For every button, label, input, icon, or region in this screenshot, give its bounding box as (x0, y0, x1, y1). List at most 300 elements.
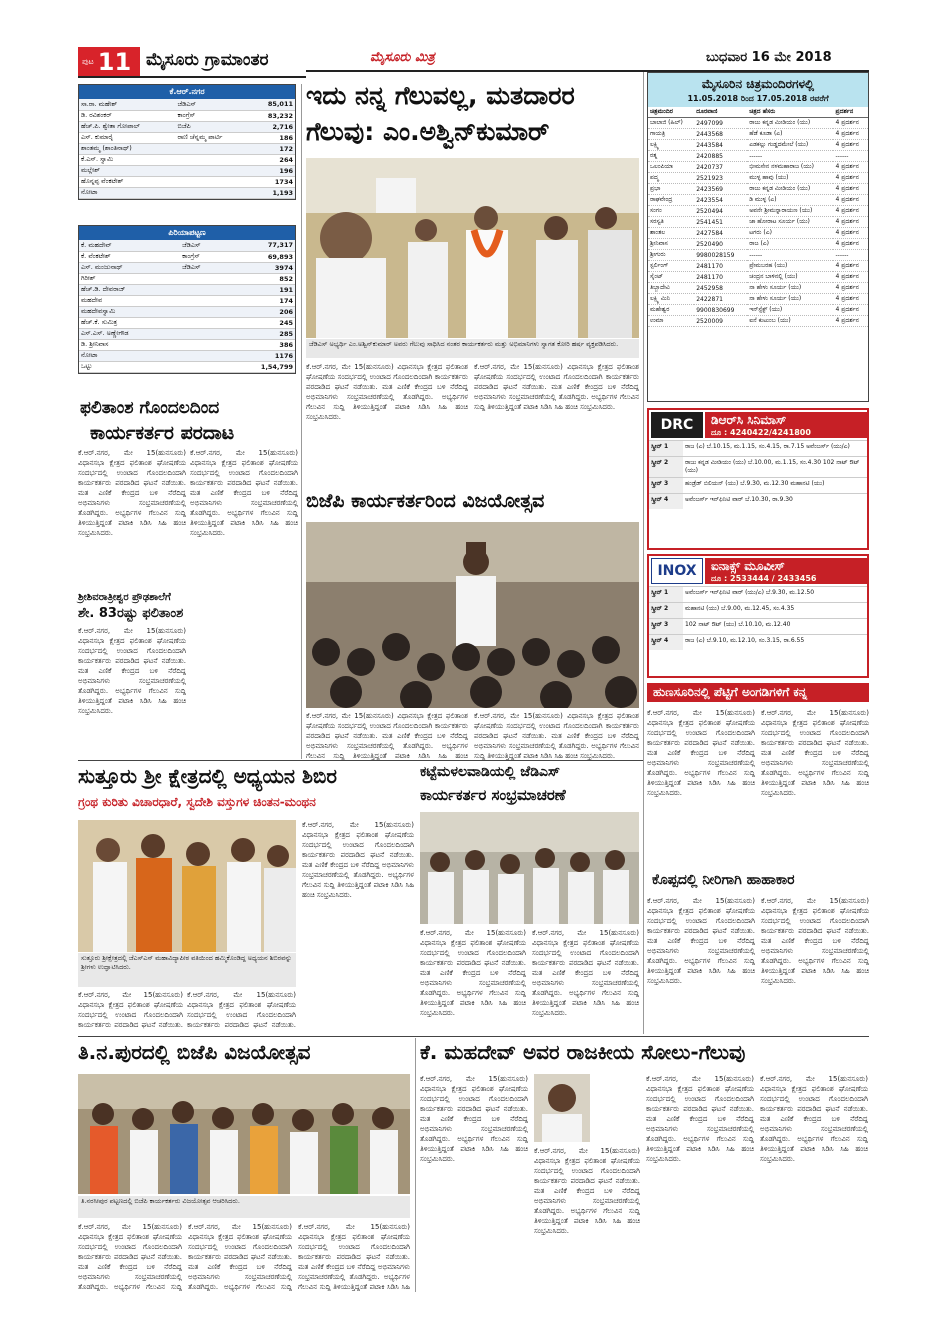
screen-label: ಸ್ಕ್ರೀನ್ 3 (649, 619, 683, 634)
table-cell: 1,193 (250, 187, 295, 198)
table-cell: 4 ಪ್ರದರ್ಶನ (833, 261, 868, 272)
row-divider (78, 1036, 869, 1037)
table-cell: 9900830699 (694, 305, 747, 316)
table-cell: ಗಿರೀಶ್ (79, 273, 180, 284)
article-text: ಕೆ.ಆರ್.ನಗರ, ಮೇ 15(ಹುನಸೂರು) ವಿಧಾನಸಭಾ ಕ್ಷೇತ್ರದ ಫಲಿತಾಂಶ ಘೋಷಣೆಯ ಸಂದರ್ಭದಲ್ಲಿ ಉಂಟಾದ ಗೊಂದಲದಿಂದಾಗಿ ಕಾರ್ಯಕರ್ತರು ಪರದಾಡಿದ ಘಟನೆ ನಡೆಯಿತು. ಮತ ಎಣಿಕೆ ಕೇಂದ್ರದ ಬಳಿ ನೆರೆದಿದ್ದ ಅಭಿಮಾನಿಗಳು ಸಂಭ್ರಮಾಚರಣೆಯಲ್ಲಿ ತೊಡಗಿದ್ದರು. ಅಭ್ಯರ್ಥಿಗಳ ಗೆಲುವಿನ ಸುದ್ದಿ ತಿಳಿಯುತ್ತಿದ್ದಂತೆ ಪಟಾಕಿ ಸಿಡಿಸಿ ಸಿಹಿ ಹಂಚಿ ಸಂಭ್ರಮಿಸಿದರು. (306, 363, 468, 421)
showtime-text: 102 ನಾಟ್ ಔಟ್ (ಯು) ಬೆ.10.10, ಮ.12.40 (685, 621, 791, 628)
drc-phone: ದೂ : 4240422/4241800 (711, 427, 811, 437)
table-cell: ಡಿ ಮುಳ್ಳ (ಎ) (747, 195, 833, 206)
table-cell: 852 (224, 273, 295, 284)
lead-headline: ಇದು ನನ್ನ ಗೆಲುವಲ್ಲ, ಮತದಾರರ (306, 81, 575, 110)
table-cell: ಕೆ. ಮಹದೇವ್ (79, 240, 180, 251)
table-cell: 4 ಪ್ರದರ್ಶನ (833, 118, 868, 129)
showtime-row (649, 586, 867, 602)
table-cell: ಹೆಡೆ ಕೂಡಾ (ಎ) (747, 129, 833, 140)
table-cell (176, 143, 251, 154)
table-cell: ರತ್ನ (648, 151, 694, 162)
table-row (79, 273, 295, 284)
cinema-listing-box (647, 72, 869, 402)
katte-text-col (532, 928, 639, 1032)
tn-pura-image (78, 1074, 410, 1194)
subhead-school: ಶ್ರೀಶಿವರಾತ್ರೀಶ್ವರ ಪ್ರೌಢಶಾಲೆಗೆ (78, 592, 171, 603)
table-cell (180, 328, 224, 339)
column-divider (415, 1038, 416, 1292)
table-cell: 206 (224, 306, 295, 317)
lead-headline-2: ಗೆಲುವು: ಎಂ.ಅಶ್ವಿನ್‌ಕುಮಾರ್ (306, 117, 550, 146)
table-cell (176, 165, 251, 176)
table-row (79, 240, 295, 251)
showtime-row (649, 634, 867, 650)
table-cell: ಜಾ ಹೋರಾಟ ಸೂರ್ಯ (ಯು) (747, 217, 833, 228)
table-cell: ಪ್ರೇಮಬರಹ (ಯು) (747, 261, 833, 272)
article-text: ಕೆ.ಆರ್.ನಗರ, ಮೇ 15(ಹುನಸೂರು) ವಿಧಾನಸಭಾ ಕ್ಷೇತ್ರದ ಫಲಿತಾಂಶ ಘೋಷಣೆಯ ಸಂದರ್ಭದಲ್ಲಿ ಉಂಟಾದ ಗೊಂದಲದಿಂದಾಗಿ ಕಾರ್ಯಕರ್ತರು ಪರದಾಡಿದ ಘಟನೆ ನಡೆಯಿತು. ಮತ ಎಣಿಕೆ ಕೇಂದ್ರದ ಬಳಿ ನೆರೆದಿದ್ದ ಅಭಿಮಾನಿಗಳು ಸಂಭ್ರಮಾಚರಣೆಯಲ್ಲಿ ತೊಡಗಿದ್ದರು. ಅಭ್ಯರ್ಥಿಗಳ ಗೆಲುವಿನ ಸುದ್ದಿ ತಿಳಿಯುತ್ತಿದ್ದಂತೆ ಪಟಾಕಿ ಸಿಡಿಸಿ ಸಿಹಿ ಹಂಚಿ (306, 712, 468, 760)
table-cell (180, 361, 224, 372)
article-text: ಕೆ.ಆರ್.ನಗರ, ಮೇ 15(ಹುನಸೂರು) ವಿಧಾನಸಭಾ ಕ್ಷೇತ್ರದ ಫಲಿತಾಂಶ ಘೋಷಣೆಯ ಸಂದರ್ಭದಲ್ಲಿ ಉಂಟಾದ ಗೊಂದಲದಿಂದಾಗಿ ಕಾರ್ಯಕರ್ತರು ಪರದಾಡಿದ ಘಟನೆ ನಡೆಯಿತು. ಮತ ಎಣಿಕೆ ಕೇಂದ್ರದ ಬಳಿ ನೆರೆದಿದ್ದ ಅಭಿಮಾನಿಗಳು ಸಂಭ್ರಮಾಚರಣೆಯಲ್ಲಿ ತೊಡಗಿದ್ದರು. ಅಭ್ಯರ್ಥಿಗಳ ಗೆಲುವಿನ ಸುದ್ದಿ ತಿಳಿಯುತ್ತಿದ್ದಂತೆ ಪಟಾಕಿ ಸಿಡಿಸಿ ಸಿಹಿ (298, 1223, 410, 1291)
showtime-row (649, 440, 867, 456)
lead-photo-image (306, 158, 639, 338)
table-cell (180, 317, 224, 328)
table-row (79, 143, 295, 154)
table-row (79, 121, 295, 132)
table-cell: ಹೆಚ್.ಪಿ. ಶ್ವೇತಾ ಗೋಪಾಲ್ (79, 121, 176, 132)
table-cell: ಸರಸ್ವತಿ (648, 217, 694, 228)
cinema-col-header: ಪ್ರದರ್ಶನ (833, 107, 868, 118)
katte-image (420, 812, 639, 924)
table-cell: 4 ಪ್ರದರ್ಶನ (833, 173, 868, 184)
table-cell: ರಾಣಿ ಚೆನ್ನಮ್ಮ ಪಾರ್ಟಿ (176, 132, 251, 143)
table-cell (180, 273, 224, 284)
table-cell: ಐನೆ ಕುಟುಂಬ (ಯು) (747, 316, 833, 327)
table-cell: 9980028159 (694, 250, 747, 261)
table-cell: 3974 (224, 262, 295, 273)
table-cell: ಮಹೇಶ್ವರ (648, 305, 694, 316)
showtime-row (649, 602, 867, 618)
cinema-title: ಮೈಸೂರಿನ ಚಿತ್ರಮಂದಿರಗಳಲ್ಲಿ (648, 73, 868, 94)
table-cell: 2520009 (694, 316, 747, 327)
table-row (79, 176, 295, 187)
article-text: ಕೆ.ಆರ್.ನಗರ, ಮೇ 15(ಹುನಸೂರು) ವಿಧಾನಸಭಾ ಕ್ಷೇತ್ರದ ಫಲಿತಾಂಶ ಘೋಷಣೆಯ ಸಂದರ್ಭದಲ್ಲಿ ಉಂಟಾದ ಗೊಂದಲದಿಂದಾಗಿ ಕಾರ್ಯಕರ್ತರು ಪರದಾಡಿದ ಘಟನೆ ನಡೆಯಿತು. ಮತ ಎಣಿಕೆ ಕೇಂದ್ರದ ಬಳಿ ನೆರೆದಿದ್ದ ಅಭಿಮಾನಿಗಳು ಸಂಭ್ರಮಾಚರಣೆಯಲ್ಲಿ ತೊಡಗಿದ್ದರು. ಅಭ್ಯರ್ಥಿಗಳ ಗೆಲುವಿನ ಸುದ್ದಿ ತಿಳಿಯುತ್ತಿದ್ದಂತೆ ಪಟಾಕಿ ಸಿಡಿಸಿ ಸಿಹಿ ಹಂಚಿ ಸಂಭ್ರಮಿಸಿದರು. (190, 449, 298, 537)
table-cell: ಇನ್‌ಸ್ಟೆಕ್ಟ್ (ಯು) (747, 305, 833, 316)
bjp-celebration-photo (306, 522, 639, 708)
table-title: ಪಿರಿಯಾಪಟ್ಟಣ (79, 226, 295, 240)
table-cell: 4 ಪ್ರದರ್ಶನ (833, 316, 868, 327)
suttur-text-col (187, 990, 296, 1032)
table-cell: ಸಂಗಂ (648, 206, 694, 217)
subhead-suttur: ಗ್ರಂಥ ಕುರಿತು ವಿಚಾರಧಾರೆ, ಸ್ವದೇಶಿ ವಸ್ತುಗಳ ಚಿಂತನ-ಮಂಥನ (78, 795, 316, 809)
showtime-text: ರಾಜ (ಎ) ಬೆ.9.10, ಮ.12.10, ಸಂ.3.15, ರಾ.6.55 (685, 637, 805, 644)
screen-label: ಸ್ಕ್ರೀನ್ 2 (649, 603, 683, 618)
table-cell: ಕೆ. ವೆಂಕಟೇಶ್ (79, 251, 180, 262)
mahadev-text-col (420, 1074, 528, 1292)
table-row (648, 184, 868, 195)
table-cell: 2443568 (694, 129, 747, 140)
article-text: ಕೆ.ಆರ್.ನಗರ, ಮೇ 15(ಹುನಸೂರು) ವಿಧಾನಸಭಾ ಕ್ಷೇತ್ರದ ಫಲಿತಾಂಶ ಘೋಷಣೆಯ ಸಂದರ್ಭದಲ್ಲಿ ಉಂಟಾದ ಗೊಂದಲದಿಂದಾಗಿ ಕಾರ್ಯಕರ್ತರು ಪರದಾಡಿದ ಘಟನೆ ನಡೆಯಿತು. (187, 991, 296, 1029)
table-cell: 2420737 (694, 162, 747, 173)
article-text: ಕೆ.ಆರ್.ನಗರ, ಮೇ 15(ಹುನಸೂರು) ವಿಧಾನಸಭಾ ಕ್ಷೇತ್ರದ ಫಲಿತಾಂಶ ಘೋಷಣೆಯ ಸಂದರ್ಭದಲ್ಲಿ ಉಂಟಾದ ಗೊಂದಲದಿಂದಾಗಿ ಕಾರ್ಯಕರ್ತರು ಪರದಾಡಿದ ಘಟನೆ ನಡೆಯಿತು. ಮತ ಎಣಿಕೆ ಕೇಂದ್ರದ ಬಳಿ ನೆರೆದಿದ್ದ ಅಭಿಮಾನಿಗಳು ಸಂಭ್ರಮಾಚರಣೆಯಲ್ಲಿ ತೊಡಗಿದ್ದರು. ಅಭ್ಯರ್ಥಿಗಳ ಗೆಲುವಿನ ಸುದ್ದಿ (78, 1223, 182, 1291)
table-cell: 2541451 (694, 217, 747, 228)
table-cell: ಮಲ್ಲೇಶ್ (79, 165, 176, 176)
table-row (648, 140, 868, 151)
table-cell: ಹೆಚ್.ಕೆ. ಸುಮಿತ್ರ (79, 317, 180, 328)
drc-name: ಡಿಆರ್‌ಸಿ ಸಿನಿಮಾಸ್ (711, 412, 787, 427)
table-cell: 83,232 (250, 110, 295, 121)
tn-pura-caption: ತಿ.ನರಸೀಪುರ ಪಟ್ಟಣದಲ್ಲಿ ಬಿಜೆಪಿ ಕಾರ್ಯಕರ್ತರು ವಿಜಯೋತ್ಸವ ಆಚರಿಸಿದರು. (78, 1196, 410, 1218)
hunsur-text-col (761, 708, 869, 868)
table-cell: ಲಕ್ಷ್ಮಿ (648, 140, 694, 151)
table-cell: 2443584 (694, 140, 747, 151)
table-cell: 186 (250, 132, 295, 143)
headline-bjp-celebration: ಬಿಜೆಪಿ ಕಾರ್ಯಕರ್ತರಿಂದ ವಿಜಯೋತ್ಸವ (306, 490, 545, 512)
showtime-row (649, 618, 867, 634)
article-text: ಕೆ.ಆರ್.ನಗರ, ಮೇ 15(ಹುನಸೂರು) ವಿಧಾನಸಭಾ ಕ್ಷೇತ್ರದ ಫಲಿತಾಂಶ ಘೋಷಣೆಯ ಸಂದರ್ಭದಲ್ಲಿ ಉಂಟಾದ ಗೊಂದಲದಿಂದಾಗಿ ಕಾರ್ಯಕರ್ತರು ಪರದಾಡಿದ ಘಟನೆ ನಡೆಯಿತು. ಮತ ಎಣಿಕೆ ಕೇಂದ್ರದ ಬಳಿ ನೆರೆದಿದ್ದ ಅಭಿಮಾನಿಗಳು ಸಂಭ್ರಮಾಚರಣೆಯಲ್ಲಿ ತೊಡಗಿದ್ದರು. ಅಭ್ಯರ್ಥಿಗಳ ಗೆಲುವಿನ ಸುದ್ದಿ ತಿಳಿಯುತ್ತಿದ್ದಂತೆ ಪಟಾಕಿ ಸಿಡಿಸಿ ಸಿಹಿ ಹಂಚಿ ಸಂಭ್ರಮಿಸಿದರು. (420, 1075, 528, 1163)
table-cell: ------ (747, 250, 833, 261)
headline-katte-jds-2: ಕಾರ್ಯಕರ್ತರ ಸಂಭ್ರಮಾಚರಣೆ (420, 786, 566, 804)
masthead-logo: ಮೈಸೂರು ಮಿತ್ರ (370, 50, 435, 65)
inox-name: ಐನಾಕ್ಸ್ ಮೂವೀಸ್ (711, 558, 785, 573)
table-cell: 4 ಪ್ರದರ್ಶನ (833, 217, 868, 228)
issue-date: ಬುಧವಾರ 16 ಮೇ 2018 (706, 50, 832, 65)
table-row (648, 129, 868, 140)
table-cell: ನಾ ಹೇಳು ಸೂರ್ಯ (ಯು) (747, 283, 833, 294)
table-cell: 191 (224, 284, 295, 295)
table-row (648, 316, 868, 327)
table-cell: ನಾ ಹೇಳು ಸೂರ್ಯ (ಯು) (747, 294, 833, 305)
table-cell: 4 ಪ್ರದರ್ಶನ (833, 283, 868, 294)
table-cell: 2521923 (694, 173, 747, 184)
table-cell: 4 ಪ್ರದರ್ಶನ (833, 206, 868, 217)
table-cell (180, 284, 224, 295)
tn-text-col (298, 1222, 410, 1292)
table-cell: ------ (747, 151, 833, 162)
table-cell: ಕೆ.ಎಸ್. ಸ್ವಾಮಿ (79, 154, 176, 165)
katte-photo (420, 812, 639, 924)
table-cell: 4 ಪ್ರದರ್ಶನ (833, 162, 868, 173)
showtime-text: ಹಂಡ್ರೆಡ್ ಬಿಲಿಯನ್ (ಯು) ಬೆ.9.30, ಮ.12.30 ಮಹಾನಟಿ (ಯು) (685, 480, 825, 487)
table-cell: ಶಾಂತಲ (648, 228, 694, 239)
showtime-row (649, 456, 867, 477)
article-text: ಕೆ.ಆರ್.ನಗರ, ಮೇ 15(ಹುನಸೂರು) ವಿಧಾನಸಭಾ ಕ್ಷೇತ್ರದ ಫಲಿತಾಂಶ ಘೋಷಣೆಯ ಸಂದರ್ಭದಲ್ಲಿ ಉಂಟಾದ ಗೊಂದಲದಿಂದಾಗಿ ಕಾರ್ಯಕರ್ತರು ಪರದಾಡಿದ ಘಟನೆ ನಡೆಯಿತು. ಮತ ಎಣಿಕೆ ಕೇಂದ್ರದ ಬಳಿ ನೆರೆದಿದ್ದ ಅಭಿಮಾನಿಗಳು ಸಂಭ್ರಮಾಚರಣೆಯಲ್ಲಿ ತೊಡಗಿದ್ದರು. ಅಭ್ಯರ್ಥಿಗಳ ಗೆಲುವಿನ ಸುದ್ದಿ ತಿಳಿಯುತ್ತಿದ್ದಂತೆ ಪಟಾಕಿ ಸಿಡಿಸಿ ಸಿಹಿ ಹಂಚಿ ಸಂಭ್ರಮಿಸಿದರು. (647, 897, 755, 985)
showtime-text: ಅವೆಂಜರ್ಸ್ ಇನ್‌ಫಿನಿಟಿ ವಾರ್ (ಯು/ಎ) ಬೆ.9.30, ಮ.12.50 (685, 589, 815, 596)
article-text: ಕೆ.ಆರ್.ನಗರ, ಮೇ 15(ಹುನಸೂರು) ವಿಧಾನಸಭಾ ಕ್ಷೇತ್ರದ ಫಲಿತಾಂಶ ಘೋಷಣೆಯ ಸಂದರ್ಭದಲ್ಲಿ ಉಂಟಾದ ಗೊಂದಲದಿಂದಾಗಿ ಕಾರ್ಯಕರ್ತರು ಪರದಾಡಿದ ಘಟನೆ ನಡೆಯಿತು. ಮತ ಎಣಿಕೆ ಕೇಂದ್ರದ ಬಳಿ ನೆರೆದಿದ್ದ ಅಭಿಮಾನಿಗಳು ಸಂಭ್ರಮಾಚರಣೆಯಲ್ಲಿ ತೊಡಗಿದ್ದರು. ಅಭ್ಯರ್ಥಿಗಳ ಗೆಲುವಿನ ಸುದ್ದಿ ತಿಳಿಯುತ್ತಿದ್ದಂತೆ ಪಟಾಕಿ ಸಿಡಿಸಿ ಸಿಹಿ ಹಂಚಿ ಸಂಭ್ರಮಿಸಿದರು. (647, 709, 755, 797)
table-cell: 4 ಪ್ರದರ್ಶನ (833, 140, 868, 151)
table-cell: 196 (250, 165, 295, 176)
table-row (648, 151, 868, 162)
katte-text-col (420, 928, 526, 1032)
table-cell: ಎಸ್. ಕುಮಾರೈ (79, 132, 176, 143)
table-cell: 85,011 (250, 99, 295, 110)
screen-label: ಸ್ಕ್ರೀನ್ 1 (649, 441, 683, 456)
table-row (79, 154, 295, 165)
showtime-row (649, 477, 867, 493)
table-cell: ಶಾಂತಮ್ಮ (ಶಾಂತಿನಾಥ್) (79, 143, 176, 154)
mahadev-portrait (534, 1074, 590, 1142)
table-cell: ನೋಟಾ (79, 350, 180, 361)
table-cell: 2,716 (250, 121, 295, 132)
table-cell: ಮಹದೇವ (79, 295, 180, 306)
headline-mahadev: ಕೆ. ಮಹದೇವ್ ಅವರ ರಾಜಕೀಯ ಸೋಲು-ಗೆಲುವು (420, 1040, 746, 1064)
table-row (648, 294, 868, 305)
table-cell: ಜೆಡಿಎಸ್ (180, 262, 224, 273)
table-row (79, 339, 295, 350)
table-row (648, 228, 868, 239)
table-cell: ಎಸ್.ಎಸ್. ಅಣ್ಣೇಗೌಡ (79, 328, 180, 339)
showtime-row (649, 493, 867, 509)
table-cell: ಸೈಂಟ್ (648, 272, 694, 283)
table-cell: ಒಲಂಪಿಯಾ (648, 162, 694, 173)
table-row (648, 239, 868, 250)
table-row (79, 187, 295, 198)
article-text: ಕೆ.ಆರ್.ನಗರ, ಮೇ 15(ಹುನಸೂರು) ವಿಧಾನಸಭಾ ಕ್ಷೇತ್ರದ ಫಲಿತಾಂಶ ಘೋಷಣೆಯ ಸಂದರ್ಭದಲ್ಲಿ ಉಂಟಾದ ಗೊಂದಲದಿಂದಾಗಿ ಕಾರ್ಯಕರ್ತರು ಪರದಾಡಿದ ಘಟನೆ ನಡೆಯಿತು. ಮತ ಎಣಿಕೆ ಕೇಂದ್ರದ ಬಳಿ ನೆರೆದಿದ್ದ ಅಭಿಮಾನಿಗಳು ಸಂಭ್ರಮಾಚರಣೆಯಲ್ಲಿ ತೊಡಗಿದ್ದರು. ಅಭ್ಯರ್ಥಿಗಳ ಗೆಲುವಿನ ಸುದ್ದಿ ತಿಳಿಯುತ್ತಿದ್ದಂತೆ ಪಟಾಕಿ ಸಿಡಿಸಿ ಸಿಹಿ ಹಂಚಿ ಸಂಭ್ರಮಿಸಿದರು. (474, 712, 639, 760)
inox-phone: ದೂ : 2533444 / 2433456 (711, 573, 817, 583)
cinema-table (648, 107, 868, 327)
table-row (648, 162, 868, 173)
table-row (79, 306, 295, 317)
koppa-text-col (647, 896, 755, 1034)
table-cell: 69,893 (224, 251, 295, 262)
section-title: ಮೈಸೂರು ಗ್ರಾಮಾಂತರ (146, 50, 269, 70)
cinema-col-header: ದೂರವಾಣಿ (694, 107, 747, 118)
suttur-photo (78, 820, 296, 952)
table-cell (180, 350, 224, 361)
results-table-periyapatna (78, 225, 296, 374)
mahadev-text-col (760, 1074, 868, 1292)
drc-logo: DRC (651, 412, 703, 438)
table-row (648, 173, 868, 184)
table-cell: 2423554 (694, 195, 747, 206)
headline-suttur-camp: ಸುತ್ತೂರು ಶ್ರೀ ಕ್ಷೇತ್ರದಲ್ಲಿ ಅಧ್ಯಯನ ಶಿಬಿರ (78, 764, 337, 788)
table-cell: ಲಕ್ಷ್ಮಿ ಮಿನಿ (648, 294, 694, 305)
article-text-col (78, 448, 186, 586)
article-text: ಕೆ.ಆರ್.ನಗರ, ಮೇ 15(ಹುನಸೂರು) ವಿಧಾನಸಭಾ ಕ್ಷೇತ್ರದ ಫಲಿತಾಂಶ ಘೋಷಣೆಯ ಸಂದರ್ಭದಲ್ಲಿ ಉಂಟಾದ ಗೊಂದಲದಿಂದಾಗಿ ಕಾರ್ಯಕರ್ತರು ಪರದಾಡಿದ ಘಟನೆ ನಡೆಯಿತು. ಮತ ಎಣಿಕೆ ಕೇಂದ್ರದ ಬಳಿ ನೆರೆದಿದ್ದ ಅಭಿಮಾನಿಗಳು ಸಂಭ್ರಮಾಚರಣೆಯಲ್ಲಿ ತೊಡಗಿದ್ದರು. ಅಭ್ಯರ್ಥಿಗಳ ಗೆಲುವಿನ ಸುದ್ದಿ ತಿಳಿಯುತ್ತಿದ್ದಂತೆ ಪಟಾಕಿ ಸಿಡಿಸಿ ಸಿಹಿ ಹಂಚಿ ಸಂಭ್ರಮಿಸಿದರು. (302, 821, 414, 899)
table-cell: 2481170 (694, 261, 747, 272)
table-cell: ಪದ್ಮ (648, 173, 694, 184)
mahadev-portrait-image (534, 1074, 590, 1142)
table-cell: ಎಸ್. ಮಂಜುನಾಥ್ (79, 262, 180, 273)
article-text-col (78, 626, 186, 743)
table-cell: 4 ಪ್ರದರ್ಶನ (833, 195, 868, 206)
mahadev-text-col (534, 1146, 640, 1292)
article-text: ಕೆ.ಆರ್.ನಗರ, ಮೇ 15(ಹುನಸೂರು) ವಿಧಾನಸಭಾ ಕ್ಷೇತ್ರದ ಫಲಿತಾಂಶ ಘೋಷಣೆಯ ಸಂದರ್ಭದಲ್ಲಿ ಉಂಟಾದ ಗೊಂದಲದಿಂದಾಗಿ ಕಾರ್ಯಕರ್ತರು ಪರದಾಡಿದ ಘಟನೆ ನಡೆಯಿತು. ಮತ ಎಣಿಕೆ ಕೇಂದ್ರದ ಬಳಿ ನೆರೆದಿದ್ದ ಅಭಿಮಾನಿಗಳು ಸಂಭ್ರಮಾಚರಣೆಯಲ್ಲಿ ತೊಡಗಿದ್ದರು. ಅಭ್ಯರ್ಥಿಗಳ ಗೆಲುವಿನ ಸುದ್ದಿ ತಿಳಿಯುತ್ತಿದ್ದಂತೆ ಪಟಾಕಿ ಸಿಡಿಸಿ ಸಿಹಿ ಹಂಚಿ ಸಂಭ್ರಮಿಸಿದರು. (474, 363, 639, 411)
table-cell (176, 154, 251, 165)
hunsur-text-col (647, 708, 755, 894)
table-cell: ಬಾಲಾಜಿ (ಹಿಲ್) (648, 118, 694, 129)
table-cell (176, 187, 251, 198)
table-cell: ರಾಘವೇಂದ್ರ (648, 195, 694, 206)
table-cell: 2520494 (694, 206, 747, 217)
lead-photo (306, 158, 639, 338)
table-cell (176, 176, 251, 187)
table-row (79, 132, 295, 143)
table-cell: 4 ಪ್ರದರ್ಶನ (833, 129, 868, 140)
table-row (648, 261, 868, 272)
table-row (79, 165, 295, 176)
table-cell: ಮಹದೇವಸ್ವಾಮಿ (79, 306, 180, 317)
screen-label: ಸ್ಕ್ರೀನ್ 3 (649, 478, 683, 493)
table-cell: 264 (250, 154, 295, 165)
drc-cinemas-ad (647, 408, 869, 550)
headline-result-confusion-2: ಕಾರ್ಯಕರ್ತರ ಪರದಾಟ (90, 422, 235, 444)
table-cell: 285 (224, 328, 295, 339)
article-text: ಕೆ.ಆರ್.ನಗರ, ಮೇ 15(ಹುನಸೂರು) ವಿಧಾನಸಭಾ ಕ್ಷೇತ್ರದ ಫಲಿತಾಂಶ ಘೋಷಣೆಯ ಸಂದರ್ಭದಲ್ಲಿ ಉಂಟಾದ ಗೊಂದಲದಿಂದಾಗಿ ಕಾರ್ಯಕರ್ತರು ಪರದಾಡಿದ ಘಟನೆ ನಡೆಯಿತು. ಮತ ಎಣಿಕೆ ಕೇಂದ್ರದ ಬಳಿ ನೆರೆದಿದ್ದ ಅಭಿಮಾನಿಗಳು ಸಂಭ್ರಮಾಚರಣೆಯಲ್ಲಿ ತೊಡಗಿದ್ದರು. ಅಭ್ಯರ್ಥಿಗಳ ಗೆಲುವಿನ ಸುದ್ದಿ ತಿಳಿಯುತ್ತಿದ್ದಂತೆ ಪಟಾಕಿ ಸಿಡಿಸಿ ಸಿಹಿ ಹಂಚಿ ಸಂಭ್ರಮಿಸಿದರು. (534, 1147, 640, 1235)
page-label: ಪುಟ (82, 57, 94, 66)
article-text: ಕೆ.ಆರ್.ನಗರ, ಮೇ 15(ಹುನಸೂರು) ವಿಧಾನಸಭಾ ಕ್ಷೇತ್ರದ ಫಲಿತಾಂಶ ಘೋಷಣೆಯ ಸಂದರ್ಭದಲ್ಲಿ ಉಂಟಾದ ಗೊಂದಲದಿಂದಾಗಿ ಕಾರ್ಯಕರ್ತರು ಪರದಾಡಿದ ಘಟನೆ ನಡೆಯಿತು. ಮತ ಎಣಿಕೆ ಕೇಂದ್ರದ ಬಳಿ ನೆರೆದಿದ್ದ ಅಭಿಮಾನಿಗಳು ಸಂಭ್ರಮಾಚರಣೆಯಲ್ಲಿ ತೊಡಗಿದ್ದರು. ಅಭ್ಯರ್ಥಿಗಳ ಗೆಲುವಿನ ಸುದ್ದಿ ತಿಳಿಯುತ್ತಿದ್ದಂತೆ ಪಟಾಕಿ ಸಿಡಿಸಿ ಸಿಹಿ ಹಂಚಿ ಸಂಭ್ರಮಿಸಿದರು. (761, 897, 869, 985)
column-divider (301, 84, 302, 759)
table-cell: ಶ್ರೀಗುರು (648, 250, 694, 261)
table-cell: ಹೊನ್ನಪ್ಪ ವೆಂಕಟೇಶ್ (79, 176, 176, 187)
table-row (79, 350, 295, 361)
table-cell: 2420885 (694, 151, 747, 162)
table-row (79, 284, 295, 295)
results-table-kr-nagar (78, 84, 296, 200)
table-cell: 1176 (224, 350, 295, 361)
row-divider (78, 760, 643, 761)
table-cell: 245 (224, 317, 295, 328)
table-cell: 4 ಪ್ರದರ್ಶನ (833, 272, 868, 283)
article-text-col (190, 448, 298, 743)
inox-movies-ad (647, 554, 869, 678)
table-cell: 1,54,799 (224, 361, 295, 372)
table-cell: ರಾಜು ಕನ್ನಡ ಮೀಡಿಯಂ (ಯು) (747, 184, 833, 195)
table-cell: ಸಾ.ರಾ. ಮಹೇಶ್ (79, 99, 176, 110)
table-cell: ಉಮಾ (648, 316, 694, 327)
table-cell: ರಾಜ (ಎ) (747, 239, 833, 250)
table-row (79, 361, 295, 372)
headline-result-confusion: ಫಲಿತಾಂಶ ಗೊಂದಲದಿಂದ (80, 398, 220, 418)
screen-label: ಸ್ಕ್ರೀನ್ 2 (649, 457, 683, 477)
cinema-dates: 11.05.2018 ರಿಂದ 17.05.2018 ರವರೆಗೆ (648, 94, 868, 107)
article-text: ಕೆ.ಆರ್.ನಗರ, ಮೇ 15(ಹುನಸೂರು) ವಿಧಾನಸಭಾ ಕ್ಷೇತ್ರದ ಫಲಿತಾಂಶ ಘೋಷಣೆಯ ಸಂದರ್ಭದಲ್ಲಿ ಉಂಟಾದ ಗೊಂದಲದಿಂದಾಗಿ ಕಾರ್ಯಕರ್ತರು ಪರದಾಡಿದ ಘಟನೆ ನಡೆಯಿತು. ಮತ ಎಣಿಕೆ ಕೇಂದ್ರದ ಬಳಿ ನೆರೆದಿದ್ದ ಅಭಿಮಾನಿಗಳು ಸಂಭ್ರಮಾಚರಣೆಯಲ್ಲಿ ತೊಡಗಿದ್ದರು. ಅಭ್ಯರ್ಥಿಗಳ ಗೆಲುವಿನ ಸುದ್ದಿ ತಿಳಿಯುತ್ತಿದ್ದಂತೆ ಪಟಾಕಿ ಸಿಡಿಸಿ ಸಿಹಿ ಹಂಚಿ ಸಂಭ್ರಮಿಸಿದರು. (78, 449, 186, 537)
lead-text-col (306, 362, 468, 482)
table-cell: 172 (250, 143, 295, 154)
table-row (79, 328, 295, 339)
table-cell: ಶ್ರೀನಿವಾಸ (648, 239, 694, 250)
table-cell: ಮುಳ್ಳ ಹಾವು (ಯು) (747, 173, 833, 184)
table-row (648, 272, 868, 283)
table-cell: ಎಡಕಲ್ಲು ಗುಡ್ಡದಮೇಲೆ (ಯು) (747, 140, 833, 151)
table-cell: ಟಗರು (ಎ) (747, 228, 833, 239)
showtime-text: ಮಹಾನಟಿ (ಯು) ಬೆ.9.00, ಮ.12.45, ಸಂ.4.35 (685, 605, 795, 612)
table-row (79, 99, 295, 110)
table-cell: 4 ಪ್ರದರ್ಶನ (833, 239, 868, 250)
table-row (648, 118, 868, 129)
screen-label: ಸ್ಕ್ರೀನ್ 4 (649, 494, 683, 509)
table-cell: 1734 (250, 176, 295, 187)
headline-hunsur-theft: ಹುಣಸೂರಿನಲ್ಲಿ ಪೆಟ್ಟಿಗೆ ಅಂಗಡಿಗಳಿಗೆ ಕನ್ನ (647, 683, 869, 702)
table-cell: 2422871 (694, 294, 747, 305)
table-row (79, 262, 295, 273)
table-row (79, 295, 295, 306)
table-cell: 2520490 (694, 239, 747, 250)
page-number-badge (78, 47, 140, 77)
table-cell: 4 ಪ್ರದರ್ಶನ (833, 228, 868, 239)
tn-text-col (188, 1222, 292, 1292)
screen-label: ಸ್ಕ್ರೀನ್ 4 (649, 635, 683, 650)
tn-pura-photo (78, 1074, 410, 1194)
showtime-text: ರಾಜು ಕನ್ನಡ ಮೀಡಿಯಂ (ಯು) ಬೆ.10.00, ಮ.1.15, ಸಂ.4.30 102 ನಾಟ್ ಔಟ್ (ಯು) (685, 459, 860, 474)
table-cell: ಡಿ. ರವಿಶಂಕರ್ (79, 110, 176, 121)
column-divider (643, 72, 644, 1034)
table-cell (180, 339, 224, 350)
lead-text-col (474, 362, 639, 482)
table-cell (180, 306, 224, 317)
table-cell: 174 (224, 295, 295, 306)
table-cell: ------ (833, 151, 868, 162)
table-cell: ಗಾಯತ್ರಿ (648, 129, 694, 140)
koppa-text-col (761, 896, 869, 1034)
table-cell: ಹೆಚ್.ಡಿ. ದೇವರಾಜ್ (79, 284, 180, 295)
table-cell: 4 ಪ್ರದರ್ಶನ (833, 305, 868, 316)
headline-koppa-water: ಕೊಪ್ಪದಲ್ಲಿ ನೀರಿಗಾಗಿ ಹಾಹಾಕಾರ (652, 872, 795, 888)
table-cell: 386 (224, 339, 295, 350)
table-cell: ಪ್ರಭಾ (648, 184, 694, 195)
results-table-body (79, 99, 295, 199)
article-text: ಕೆ.ಆರ್.ನಗರ, ಮೇ 15(ಹುನಸೂರು) ವಿಧಾನಸಭಾ ಕ್ಷೇತ್ರದ ಫಲಿತಾಂಶ ಘೋಷಣೆಯ ಸಂದರ್ಭದಲ್ಲಿ ಉಂಟಾದ ಗೊಂದಲದಿಂದಾಗಿ ಕಾರ್ಯಕರ್ತರು ಪರದಾಡಿದ ಘಟನೆ ನಡೆಯಿತು. ಮತ ಎಣಿಕೆ ಕೇಂದ್ರದ ಬಳಿ ನೆರೆದಿದ್ದ ಅಭಿಮಾನಿಗಳು ಸಂಭ್ರಮಾಚರಣೆಯಲ್ಲಿ ತೊಡಗಿದ್ದರು. ಅಭ್ಯರ್ಥಿಗಳ ಗೆಲುವಿನ ಸುದ್ದಿ ತಿಳಿಯುತ್ತಿದ್ದಂತೆ ಪಟಾಕಿ ಸಿಡಿಸಿ ಸಿಹಿ ಹಂಚಿ ಸಂಭ್ರಮಿಸಿದರು. (761, 709, 869, 797)
cinema-col-header: ಚಿತ್ರದ ಹೆಸರು (747, 107, 833, 118)
table-row (648, 217, 868, 228)
bjp-text-col (474, 711, 639, 761)
article-text: ಕೆ.ಆರ್.ನಗರ, ಮೇ 15(ಹುನಸೂರು) ವಿಧಾನಸಭಾ ಕ್ಷೇತ್ರದ ಫಲಿತಾಂಶ ಘೋಷಣೆಯ ಸಂದರ್ಭದಲ್ಲಿ ಉಂಟಾದ ಗೊಂದಲದಿಂದಾಗಿ ಕಾರ್ಯಕರ್ತರು ಪರದಾಡಿದ ಘಟನೆ ನಡೆಯಿತು. ಮತ ಎಣಿಕೆ ಕೇಂದ್ರದ ಬಳಿ ನೆರೆದಿದ್ದ ಅಭಿಮಾನಿಗಳು ಸಂಭ್ರಮಾಚರಣೆಯಲ್ಲಿ ತೊಡಗಿದ್ದರು. ಅಭ್ಯರ್ಥಿಗಳ ಗೆಲುವಿನ ಸುದ್ದಿ ತಿಳಿಯುತ್ತಿದ್ದಂತೆ ಪಟಾಕಿ ಸಿಡಿಸಿ ಸಿಹಿ ಹಂಚಿ ಸಂಭ್ರಮಿಸಿದರು. (646, 1075, 754, 1163)
table-row (648, 195, 868, 206)
table-cell: 4 ಪ್ರದರ್ಶನ (833, 294, 868, 305)
table-cell: ಚಂದ್ರನ ಬಾಳಿನಲ್ಲಿ (ಯು) (747, 272, 833, 283)
table-cell: 4 ಪ್ರದರ್ಶನ (833, 184, 868, 195)
table-cell: 2452958 (694, 283, 747, 294)
article-text: ಕೆ.ಆರ್.ನಗರ, ಮೇ 15(ಹುನಸೂರು) ವಿಧಾನಸಭಾ ಕ್ಷೇತ್ರದ ಫಲಿತಾಂಶ ಘೋಷಣೆಯ ಸಂದರ್ಭದಲ್ಲಿ ಉಂಟಾದ ಗೊಂದಲದಿಂದಾಗಿ ಕಾರ್ಯಕರ್ತರು ಪರದಾಡಿದ ಘಟನೆ ನಡೆಯಿತು. ಮತ ಎಣಿಕೆ ಕೇಂದ್ರದ ಬಳಿ ನೆರೆದಿದ್ದ ಅಭಿಮಾನಿಗಳು ಸಂಭ್ರಮಾಚರಣೆಯಲ್ಲಿ ತೊಡಗಿದ್ದರು. ಅಭ್ಯರ್ಥಿಗಳ ಗೆಲುವಿನ ಸುದ್ದಿ ತಿಳಿಯುತ್ತಿದ್ದಂತೆ ಪಟಾಕಿ ಸಿಡಿಸಿ ಸಿಹಿ ಹಂಚಿ ಸಂಭ್ರಮಿಸಿದರು. (78, 627, 186, 715)
table-cell: ಕಾಂಗ್ರೆಸ್ (180, 251, 224, 262)
page-number: 11 (97, 48, 132, 76)
cinema-col-header: ಚಿತ್ರಮಂದಿರ (648, 107, 694, 118)
article-text: ಕೆ.ಆರ್.ನಗರ, ಮೇ 15(ಹುನಸೂರು) ವಿಧಾನಸಭಾ ಕ್ಷೇತ್ರದ ಫಲಿತಾಂಶ ಘೋಷಣೆಯ ಸಂದರ್ಭದಲ್ಲಿ ಉಂಟಾದ ಗೊಂದಲದಿಂದಾಗಿ ಕಾರ್ಯಕರ್ತರು ಪರದಾಡಿದ ಘಟನೆ ನಡೆಯಿತು. ಮತ ಎಣಿಕೆ ಕೇಂದ್ರದ ಬಳಿ ನೆರೆದಿದ್ದ ಅಭಿಮಾನಿಗಳು ಸಂಭ್ರಮಾಚರಣೆಯಲ್ಲಿ ತೊಡಗಿದ್ದರು. ಅಭ್ಯರ್ಥಿಗಳ ಗೆಲುವಿನ ಸುದ್ದಿ ತಿಳಿಯುತ್ತಿದ್ದಂತೆ ಪಟಾಕಿ ಸಿಡಿಸಿ ಸಿಹಿ ಹಂಚಿ ಸಂಭ್ರಮಿಸಿದರು. (760, 1075, 868, 1163)
table-cell: ಭೀಮಸೇನ ನಳಮಹಾರಾಜ (ಯು) (747, 162, 833, 173)
table-row (648, 250, 868, 261)
header-rule (78, 76, 306, 78)
bjp-text-col (306, 711, 468, 761)
tn-text-col (78, 1222, 182, 1292)
table-row (648, 206, 868, 217)
table-cell: 2497099 (694, 118, 747, 129)
headline-katte-jds: ಕಟ್ಟೆಮಳಲವಾಡಿಯಲ್ಲಿ ಜೆಡಿಎಸ್ (420, 764, 560, 780)
table-cell: ನೋಟಾ (79, 187, 176, 198)
table-cell: ಜೆಡಿಎಸ್ (176, 99, 251, 110)
subhead-school-result: ಶೇ. 83ರಷ್ಟು ಫಲಿತಾಂಶ (78, 606, 184, 621)
table-row (79, 317, 295, 328)
showtime-text: ಅವೆಂಜರ್ಸ್ ಇನ್‌ಫಿನಿಟಿ ವಾರ್ ಬೆ.10.30, ರಾ.9.30 (685, 496, 793, 503)
article-text: ಕೆ.ಆರ್.ನಗರ, ಮೇ 15(ಹುನಸೂರು) ವಿಧಾನಸಭಾ ಕ್ಷೇತ್ರದ ಫಲಿತಾಂಶ ಘೋಷಣೆಯ ಸಂದರ್ಭದಲ್ಲಿ ಉಂಟಾದ ಗೊಂದಲದಿಂದಾಗಿ ಕಾರ್ಯಕರ್ತರು ಪರದಾಡಿದ ಘಟನೆ ನಡೆಯಿತು. (78, 991, 183, 1029)
bjp-celebration-image (306, 522, 639, 708)
table-cell: ------ (833, 250, 868, 261)
suttur-text-col (302, 820, 414, 1032)
headline-tn-pura-bjp: ತಿ.ನ.ಪುರದಲ್ಲಿ ಬಿಜೆಪಿ ವಿಜಯೋತ್ಸವ (78, 1040, 311, 1064)
results-table-body (79, 240, 295, 373)
table-cell: 2423569 (694, 184, 747, 195)
table-row (79, 251, 295, 262)
article-text: ಕೆ.ಆರ್.ನಗರ, ಮೇ 15(ಹುನಸೂರು) ವಿಧಾನಸಭಾ ಕ್ಷೇತ್ರದ ಫಲಿತಾಂಶ ಘೋಷಣೆಯ ಸಂದರ್ಭದಲ್ಲಿ ಉಂಟಾದ ಗೊಂದಲದಿಂದಾಗಿ ಕಾರ್ಯಕರ್ತರು ಪರದಾಡಿದ ಘಟನೆ ನಡೆಯಿತು. ಮತ ಎಣಿಕೆ ಕೇಂದ್ರದ ಬಳಿ ನೆರೆದಿದ್ದ ಅಭಿಮಾನಿಗಳು ಸಂಭ್ರಮಾಚರಣೆಯಲ್ಲಿ ತೊಡಗಿದ್ದರು. ಅಭ್ಯರ್ಥಿಗಳ ಗೆಲುವಿನ ಸುದ್ದಿ ತಿಳಿಯುತ್ತಿದ್ದಂತೆ ಪಟಾಕಿ ಸಿಡಿಸಿ ಸಿಹಿ ಹಂಚಿ ಸಂಭ್ರಮಿಸಿದರು. (532, 929, 639, 1017)
table-cell: 2481170 (694, 272, 747, 283)
table-cell (180, 295, 224, 306)
table-cell: ರಾಜು ಕನ್ನಡ ಮೀಡಿಯಂ (ಯು) (747, 118, 833, 129)
table-cell: ಒಟ್ಟು (79, 361, 180, 372)
table-row (79, 110, 295, 121)
showtime-text: ರಾಜ (ಎ) ಬೆ.10.15, ಮ.1.15, ಸಂ.4.15, ರಾ.7.15 ಅವೆಂಜರ್ಸ್ (ಯು/ಎ) (685, 443, 850, 450)
suttur-image (78, 820, 296, 952)
table-cell: 77,317 (224, 240, 295, 251)
table-row (648, 305, 868, 316)
table-cell: ಜೆಡಿಎಸ್ (180, 240, 224, 251)
table-cell: ಬಿಜೆಪಿ (176, 121, 251, 132)
mahadev-text-col (646, 1074, 754, 1292)
suttur-caption: ಸುತ್ತೂರು ಶ್ರೀಕ್ಷೇತ್ರದಲ್ಲಿ ಜೆಎಸ್‌ಎಸ್ ಮಹಾವಿದ್ಯಾಪೀಠ ವತಿಯಿಂದ ಹಮ್ಮಿಕೊಂಡಿದ್ದ ಅಧ್ಯಯನ ಶಿಬಿರವನ್ನು ಶ್ರೀಗಳು ಉದ್ಘಾಟಿಸಿದರು. (78, 953, 296, 987)
suttur-text-col (78, 990, 183, 1032)
